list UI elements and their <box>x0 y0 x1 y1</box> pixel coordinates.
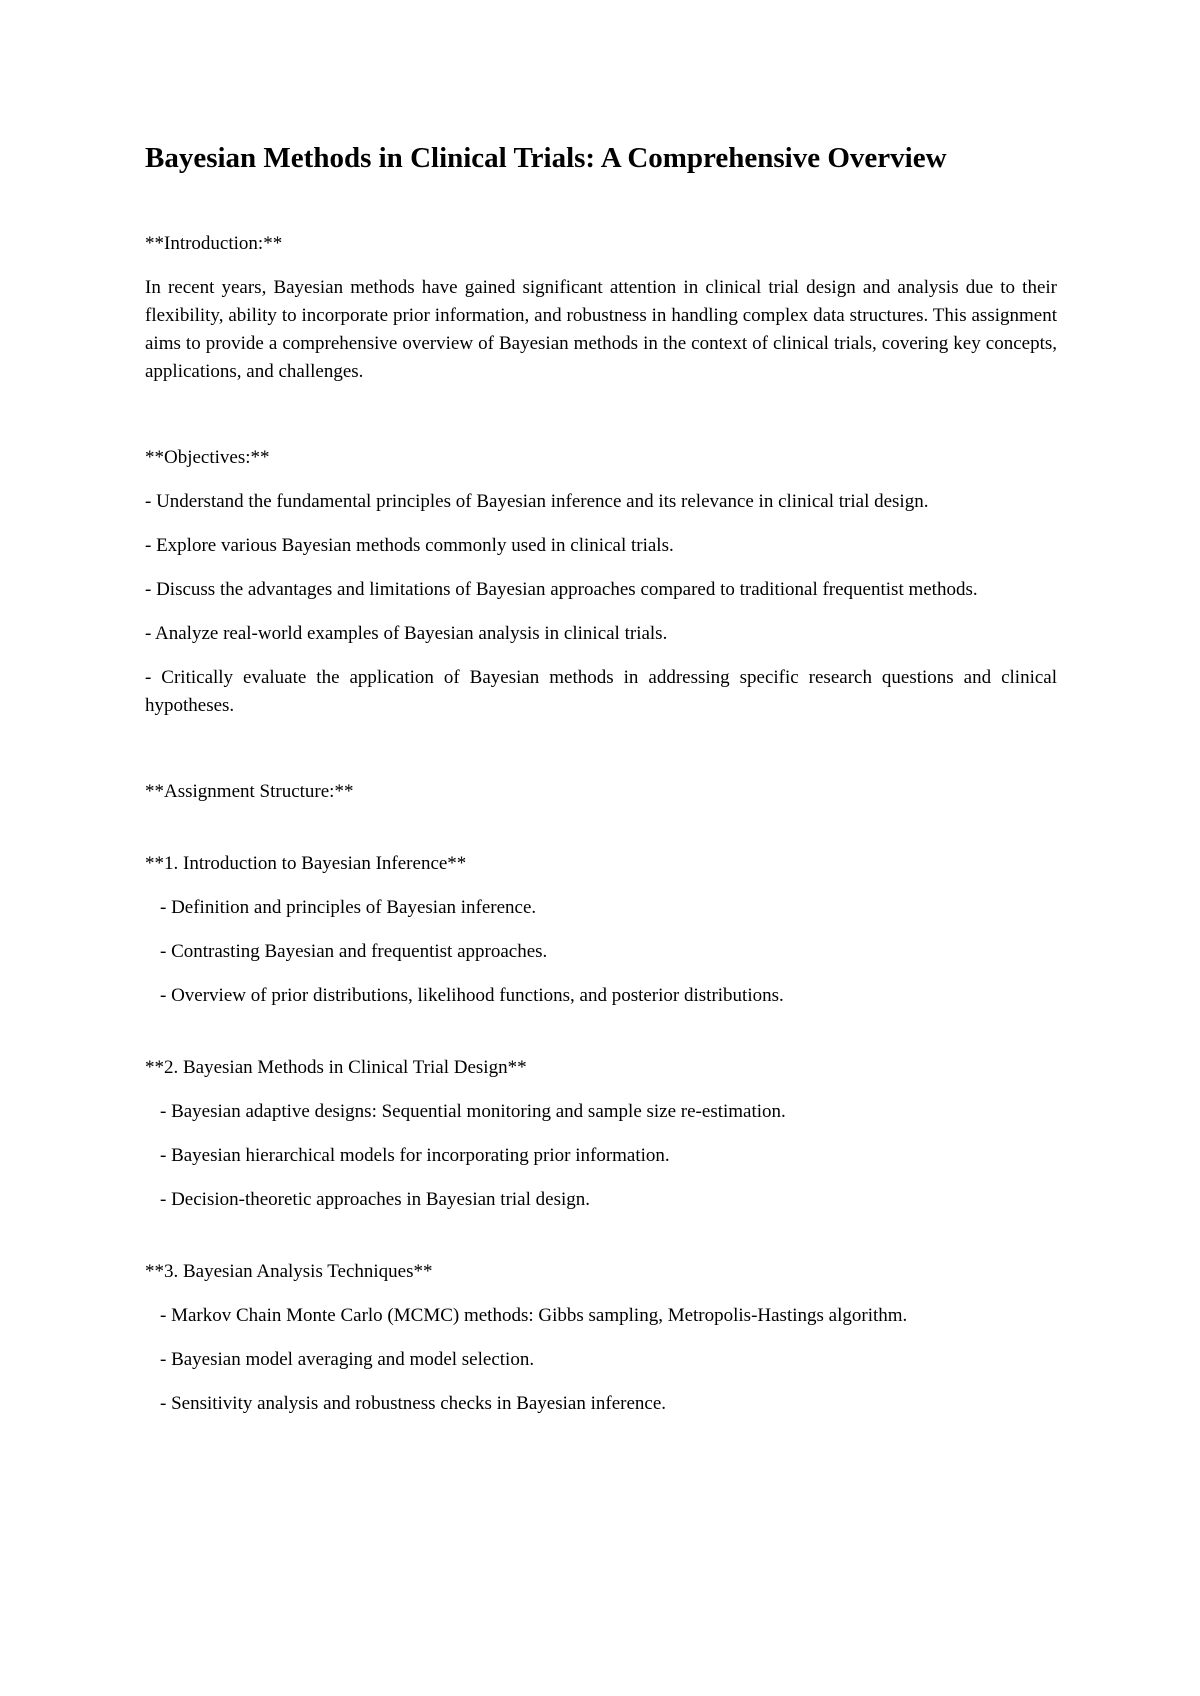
spacer <box>145 1026 1057 1054</box>
subsection-heading: **2. Bayesian Methods in Clinical Trial Design** <box>145 1057 527 1078</box>
structure-heading: **Assignment Structure:** <box>145 781 354 802</box>
subsection-item: - Sensitivity analysis and robustness checks in Bayesian inference. <box>160 1393 667 1414</box>
structure-section <box>145 778 1057 1418</box>
subsection-item: - Bayesian hierarchical models for incorporating prior information. <box>160 1145 670 1166</box>
objective-item: - Analyze real-world examples of Bayesian analysis in clinical trials. <box>145 623 668 644</box>
subsection-item: - Bayesian adaptive designs: Sequential monitoring and sample size re-estimation. <box>160 1101 786 1122</box>
introduction-body: In recent years, Bayesian methods have gained significant attention in clinical trial design and analysis due to their flexibility, ability to incorporate prior information, and robustness in handling complex data structures. This assignment aims to provide a comprehensive overview of Bayesian methods in the context of clinical trials, covering key concepts, applications, and challenges. <box>145 277 1057 382</box>
subsection-item: - Definition and principles of Bayesian inference. <box>160 897 537 918</box>
objective-item: - Understand the fundamental principles of Bayesian inference and its relevance in clinical trial design. <box>145 491 929 512</box>
subsection-item: - Decision-theoretic approaches in Bayesian trial design. <box>160 1189 590 1210</box>
subsection-heading: **3. Bayesian Analysis Techniques** <box>145 1261 433 1282</box>
objective-item: - Discuss the advantages and limitations of Bayesian approaches compared to traditional frequentist methods. <box>145 579 978 600</box>
objectives-section <box>145 444 1057 720</box>
spacer <box>145 736 1057 778</box>
introduction-heading: **Introduction:** <box>145 233 283 254</box>
structure-subsection-3 <box>145 1258 1057 1418</box>
structure-subsection-1 <box>145 850 1057 1010</box>
subsection-heading: **1. Introduction to Bayesian Inference** <box>145 853 467 874</box>
subsection-item: - Markov Chain Monte Carlo (MCMC) methods: Gibbs sampling, Metropolis-Hastings algorithm. <box>160 1305 908 1326</box>
document-title: Bayesian Methods in Clinical Trials: A Comprehensive Overview <box>145 142 947 174</box>
subsection-item: - Contrasting Bayesian and frequentist approaches. <box>160 941 548 962</box>
spacer <box>145 1230 1057 1258</box>
objective-item: - Explore various Bayesian methods commonly used in clinical trials. <box>145 535 674 556</box>
subsection-item: - Overview of prior distributions, likelihood functions, and posterior distributions. <box>160 985 784 1006</box>
spacer <box>145 822 1057 850</box>
document-page <box>145 138 1057 1434</box>
introduction-section <box>145 230 1057 386</box>
objective-item: - Critically evaluate the application of Bayesian methods in addressing specific research questions and clinical hypotheses. <box>145 667 1057 716</box>
objectives-heading: **Objectives:** <box>145 447 270 468</box>
spacer <box>145 402 1057 444</box>
structure-subsection-2 <box>145 1054 1057 1214</box>
subsection-item: - Bayesian model averaging and model selection. <box>160 1349 535 1370</box>
